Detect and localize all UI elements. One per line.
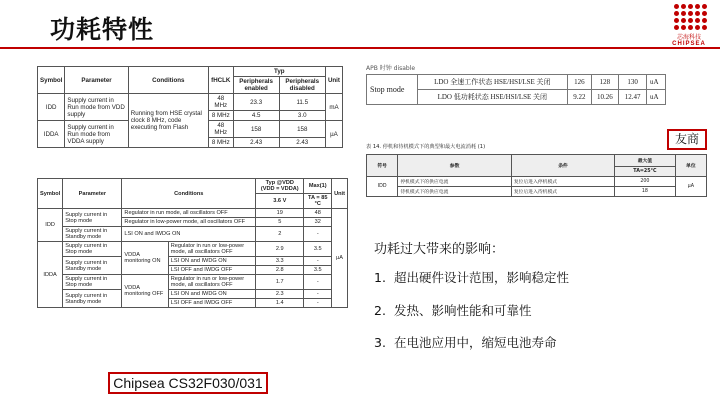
t2-condition-cell: LSI ON and IWDG ON <box>122 227 256 242</box>
competitor-stop-mode-table <box>366 74 666 105</box>
t2-typ-cell: 2.8 <box>256 266 304 275</box>
t2-max-cell: - <box>304 299 332 308</box>
t2-header-parameter: Parameter <box>63 179 122 209</box>
table-row <box>38 275 348 290</box>
t1-symbol-cell: IDD <box>38 94 65 121</box>
table-row <box>38 242 348 257</box>
t2-parameter-cell: Supply current in Standby mode <box>63 257 122 275</box>
run-mode-current-table <box>37 66 343 148</box>
t4-cond-cell: 复位后进入停机模式 <box>511 177 614 187</box>
t4-cond-cell: 复位后进入待机模式 <box>511 187 614 197</box>
table-row <box>367 75 666 90</box>
t4-max-cell: 200 <box>615 177 676 187</box>
t2-header-unit: Unit <box>332 179 348 209</box>
t3-value-cell: 10.26 <box>591 90 619 105</box>
stop-standby-current-table <box>37 178 348 308</box>
logo-dot-mark <box>674 4 712 30</box>
table-row <box>367 177 707 187</box>
t4-max-cell: 18 <box>615 187 676 197</box>
t2-typ-cell: 5 <box>256 218 304 227</box>
t1-disabled-cell: 11.5 <box>279 94 325 111</box>
t2-max-cell: - <box>304 275 332 290</box>
t2-header-typ: Typ @VDD (VDD = VDDA) <box>256 179 304 194</box>
t2-header-conditions: Conditions <box>122 179 256 209</box>
chipsea-logo <box>666 4 712 48</box>
table-row <box>38 227 348 242</box>
title-divider <box>0 47 720 49</box>
t1-enabled-cell: 4.5 <box>233 111 279 121</box>
t4-unit-cell: µA <box>675 177 706 197</box>
t2-symbol-cell: IDDA <box>38 242 63 308</box>
t2-typ-cell: 1.7 <box>256 275 304 290</box>
t3-value-cell: 128 <box>591 75 619 90</box>
t2-condition-cell: Regulator in run or low-power mode, all oscillators OFF <box>168 242 255 257</box>
t1-unit-cell: mA <box>325 94 342 121</box>
t2-typ-cell: 1.4 <box>256 299 304 308</box>
t1-freq-cell: 8 MHz <box>208 138 233 148</box>
t1-disabled-cell: 2.43 <box>279 138 325 148</box>
t2-condition-cell: LSI OFF and IWDG OFF <box>168 299 255 308</box>
t1-conditions-cell: Running from HSE crystal clock 8 MHz, code executing from Flash <box>128 94 208 148</box>
t3-unit-cell: uA <box>647 90 666 105</box>
t1-header-fhclk: fHCLK <box>208 67 233 94</box>
t4-param-cell: 待机模式下的供应电流 <box>398 187 512 197</box>
t2-max-cell: - <box>304 257 332 266</box>
t1-header-symbol: Symbol <box>38 67 65 94</box>
t1-symbol-cell: IDDA <box>38 121 65 148</box>
t3-value-cell: 126 <box>568 75 591 90</box>
t2-condition-group-cell: VDDA monitoring ON <box>122 242 168 275</box>
t1-header-conditions: Conditions <box>128 67 208 94</box>
t1-parameter-cell: Supply current in Run mode from VDD supply <box>65 94 128 121</box>
t1-enabled-cell: 2.43 <box>233 138 279 148</box>
impact-item-text: 发热、影响性能和可靠性 <box>394 303 532 318</box>
t4-header-symbol: 符号 <box>367 155 398 177</box>
t1-freq-cell: 8 MHz <box>208 111 233 121</box>
t4-header-max: 最大值 <box>615 155 676 167</box>
t2-condition-cell: Regulator in run mode, all oscillators OFF <box>122 209 256 218</box>
t2-parameter-cell: Supply current in Stop mode <box>63 242 122 257</box>
page-title: 功耗特性 <box>50 15 155 44</box>
t4-header-max-sub: TA=25°C <box>615 167 676 177</box>
t2-max-cell: 3.5 <box>304 242 332 257</box>
impact-item-text: 超出硬件设计范围，影响稳定性 <box>394 270 570 285</box>
t3-value-cell: 130 <box>619 75 647 90</box>
t2-max-cell: 32 <box>304 218 332 227</box>
table-row <box>38 257 348 266</box>
t1-header-periph-enabled: Peripherals enabled <box>233 77 279 94</box>
t2-parameter-cell: Supply current in Standby mode <box>63 227 122 242</box>
t2-typ-cell: 19 <box>256 209 304 218</box>
t3-condition-cell: LDO 低功耗状态 HSE/HSI/LSE 关闭 <box>417 90 568 105</box>
t4-param-cell: 停机模式下的供应电流 <box>398 177 512 187</box>
t1-header-unit: Unit <box>325 67 342 94</box>
t1-freq-cell: 48 MHz <box>208 94 233 111</box>
t2-max-cell: 48 <box>304 209 332 218</box>
t1-unit-cell: µA <box>325 121 342 148</box>
t3-condition-cell: LDO 全速工作状态 HSE/HSI/LSE 关闭 <box>417 75 568 90</box>
t2-header-typ-sub: 3.6 V <box>256 194 304 209</box>
table-row <box>38 94 343 111</box>
t3-mode-cell: Stop mode <box>367 75 418 105</box>
t4-caption: 表 14. 停机和待机模式下的典型和最大电流消耗 (1) <box>366 144 486 150</box>
t3-value-cell: 9.22 <box>568 90 591 105</box>
competitor-label: 友商 <box>667 129 707 150</box>
t2-condition-cell: Regulator in run or low-power mode, all oscillators OFF <box>168 275 255 290</box>
t2-typ-cell: 3.3 <box>256 257 304 266</box>
impact-item <box>374 268 569 286</box>
t2-condition-cell: LSI ON and IWDG ON <box>168 290 255 299</box>
t2-parameter-cell: Supply current in Stop mode <box>63 275 122 290</box>
t1-header-typ: Typ <box>233 67 325 77</box>
t2-condition-cell: Regulator in low-power mode, all oscillators OFF <box>122 218 256 227</box>
t2-max-cell: 3.5 <box>304 266 332 275</box>
t1-disabled-cell: 3.0 <box>279 111 325 121</box>
t1-header-periph-disabled: Peripherals disabled <box>279 77 325 94</box>
t3-value-cell: 12.47 <box>619 90 647 105</box>
t1-parameter-cell: Supply current in Run mode from VDDA supply <box>65 121 128 148</box>
impact-item-text: 在电池应用中，缩短电池寿命 <box>394 335 557 350</box>
table-row <box>38 290 348 299</box>
t2-max-cell: - <box>304 290 332 299</box>
t2-header-max: Max(1) <box>304 179 332 194</box>
t2-parameter-cell: Supply current in Stop mode <box>63 209 122 227</box>
t2-header-symbol: Symbol <box>38 179 63 209</box>
impact-item <box>374 333 557 351</box>
t1-enabled-cell: 158 <box>233 121 279 138</box>
t2-condition-cell: LSI ON and IWDG ON <box>168 257 255 266</box>
table-row <box>367 187 707 197</box>
chipsea-product-label: Chipsea CS32F030/031 <box>108 372 268 394</box>
impact-item-number: 3. <box>374 335 386 350</box>
t4-header-cond: 条件 <box>511 155 614 177</box>
t2-header-max-sub: TA = 85 °C <box>304 194 332 209</box>
t1-enabled-cell: 23.3 <box>233 94 279 111</box>
logo-en-text: CHIPSEA <box>672 41 706 47</box>
t2-condition-group-cell: VDDA monitoring OFF <box>122 275 168 308</box>
impact-item <box>374 301 532 319</box>
t4-header-unit: 单位 <box>675 155 706 177</box>
t4-symbol-cell: IDD <box>367 177 398 197</box>
t1-freq-cell: 48 MHz <box>208 121 233 138</box>
competitor-stop-standby-table <box>366 154 707 197</box>
logo-cn-text: 芯海科技 <box>676 34 701 41</box>
t1-disabled-cell: 158 <box>279 121 325 138</box>
t2-max-cell: - <box>304 227 332 242</box>
impact-item-number: 1. <box>374 270 386 285</box>
t4-header-param: 参数 <box>398 155 512 177</box>
t2-typ-cell: 2 <box>256 227 304 242</box>
competitor-table-fragment: APB 时钟 disable <box>366 65 416 72</box>
t2-typ-cell: 2.9 <box>256 242 304 257</box>
impact-heading: 功耗过大带来的影响： <box>374 242 505 257</box>
table-row <box>38 209 348 218</box>
t2-typ-cell: 2.3 <box>256 290 304 299</box>
impact-item-number: 2. <box>374 303 386 318</box>
t3-unit-cell: uA <box>647 75 666 90</box>
t2-unit-cell: µA <box>332 209 348 308</box>
t1-header-parameter: Parameter <box>65 67 128 94</box>
t2-symbol-cell: IDD <box>38 209 63 242</box>
t2-condition-cell: LSI OFF and IWDG OFF <box>168 266 255 275</box>
t2-parameter-cell: Supply current in Standby mode <box>63 290 122 308</box>
